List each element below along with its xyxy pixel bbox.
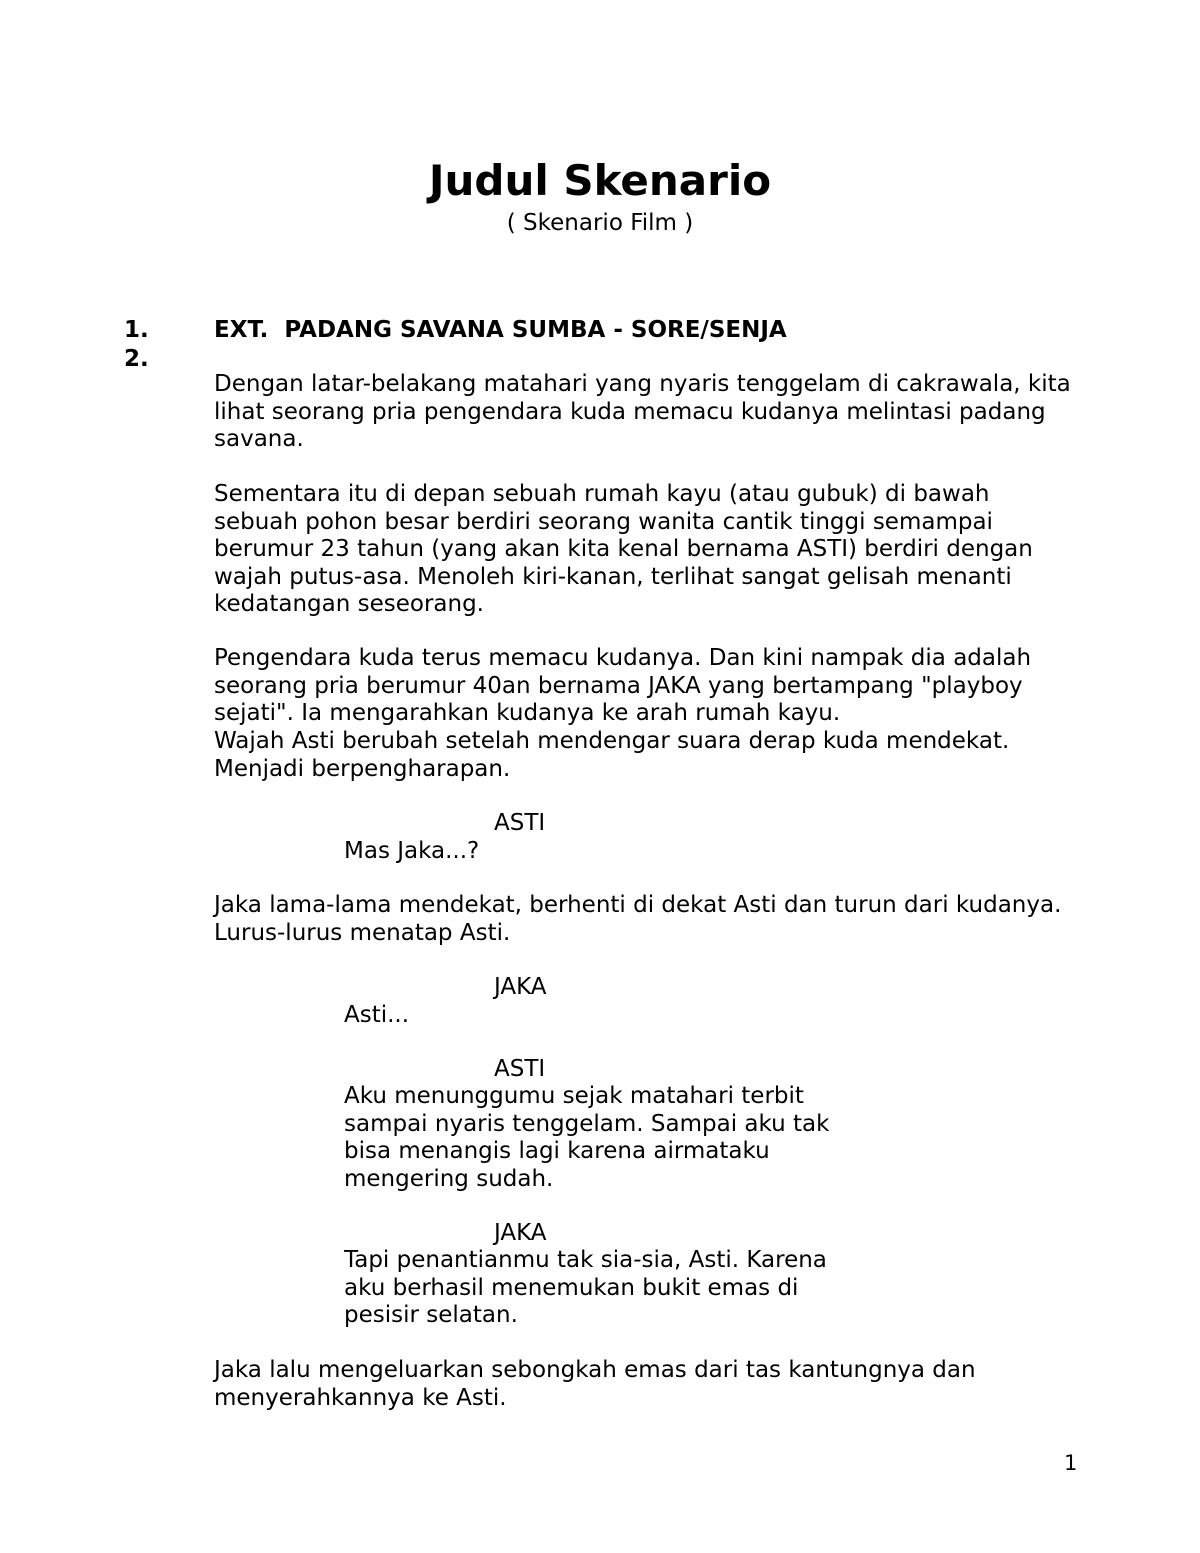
dialogue-line: Tapi penantianmu tak sia-sia, Asti. Karena aku berhasil menemukan bukit emas di pesisir selatan. <box>344 1247 827 1329</box>
scene-number-2: 2. <box>124 346 149 372</box>
document-title: Judul Skenario <box>428 156 772 205</box>
dialogue-line: Asti... <box>344 1002 410 1028</box>
scene-number-1: 1. <box>124 317 149 343</box>
action-paragraph-3a: Pengendara kuda terus memacu kudanya. Dan kini nampak dia adalah seorang pria berumur 40an bernama JAKA yang bertampang "playboy sejati". Ia mengarahkan kudanya ke arah rumah kayu. <box>214 645 1032 727</box>
scene-heading: EXT. PADANG SAVANA SUMBA - SORE/SENJA <box>214 317 787 343</box>
document-subtitle: ( Skenario Film ) <box>506 210 694 236</box>
dialogue-line: Mas Jaka...? <box>344 838 480 864</box>
page-number: 1 <box>1064 1451 1078 1475</box>
action-paragraph-4: Jaka lama-lama mendekat, berhenti di dekat Asti dan turun dari kudanya. Lurus-lurus menatap Asti. <box>214 892 1062 946</box>
action-paragraph-1: Dengan latar-belakang matahari yang nyaris tenggelam di cakrawala, kita lihat seorang pria pengendara kuda memacu kudanya melintasi padang savana. <box>214 371 1071 453</box>
action-paragraph-5: Jaka lalu mengeluarkan sebongkah emas dari tas kantungnya dan menyerahkannya ke Asti. <box>214 1357 976 1411</box>
dialogue-line: Aku menunggumu sejak matahari terbit sampai nyaris tenggelam. Sampai aku tak bisa menangis lagi karena airmataku mengering sudah. <box>344 1083 830 1192</box>
character-name: ASTI <box>494 1056 546 1082</box>
character-name: JAKA <box>494 974 547 1000</box>
action-paragraph-3b: Wajah Asti berubah setelah mendengar suara derap kuda mendekat. Menjadi berpengharapan. <box>214 728 1010 782</box>
character-name: ASTI <box>494 810 546 836</box>
action-paragraph-2: Sementara itu di depan sebuah rumah kayu (atau gubuk) di bawah sebuah pohon besar berdiri seorang wanita cantik tinggi semampai berumur 23 tahun (yang akan kita kenal bernama ASTI) berdiri dengan wajah putus-asa. Menoleh kiri-kanan, terlihat sangat gelisah menanti kedatangan seseorang. <box>214 481 1033 618</box>
character-name: JAKA <box>494 1220 547 1246</box>
